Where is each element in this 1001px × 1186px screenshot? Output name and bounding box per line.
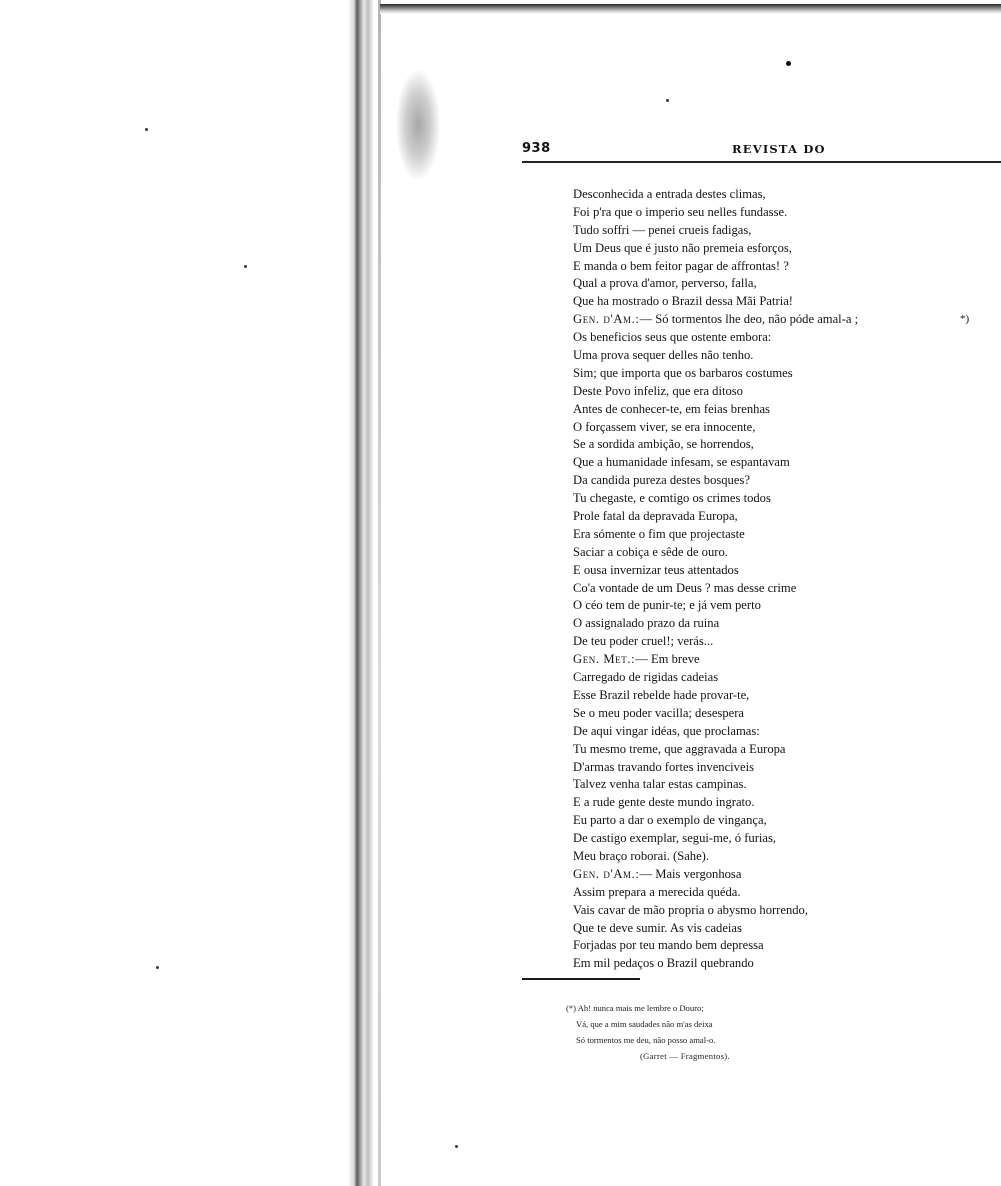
verse-line [573,902,993,920]
verse-line [573,186,993,204]
verse-line [573,937,993,955]
verse-text: E a rude gente deste mundo ingrato. [573,795,755,810]
verse-line [573,275,993,293]
verse-text: Saciar a cobiça e sêde de ouro. [573,544,728,559]
verse-line [573,955,993,973]
footnote-source: (Garret — Fragmentos). [640,1051,730,1061]
verse-text: Os beneficios seus que ostente embora: [573,330,772,345]
ink-speck [156,966,159,969]
verse-line [573,401,993,419]
verse-text: — Mais vergonhosa [639,866,742,881]
footnote-rule [522,978,640,980]
footnote-line: Só tormentos me deu, não posso amal-o. [576,1035,716,1045]
ink-speck [786,61,791,66]
verse-text: Tu chegaste, e comtigo os crimes todos [573,491,771,506]
verse-line [573,222,993,240]
verse-line [573,633,993,651]
page-edge-shadow [378,0,381,1186]
ink-speck [455,1145,458,1148]
verse-text: Tudo soffri — penei crueis fadigas, [573,222,752,237]
verse-line [573,454,993,472]
verse-text: O assignalado prazo da ruina [573,616,720,631]
verse-line [573,794,993,812]
page-number: 938 [522,141,551,156]
verse-text: E ousa invernizar teus attentados [573,562,739,577]
book-spine-shadow [348,0,374,1186]
verse-line [573,329,993,347]
verse-text: Desconhecida a entrada destes climas, [573,187,766,201]
verse-line [573,293,993,311]
verse-line [573,705,993,723]
verse-line [573,669,993,687]
footnote-line: Vá, que a mim saudades não m'as deixa [576,1019,713,1029]
verse-line [573,544,993,562]
verse-line [573,365,993,383]
scan-smudge [396,70,440,180]
header-rule [522,161,1001,163]
verse-text: Que te deve sumir. As vis cadeias [573,920,742,935]
verse-text: Sim; que importa que os barbaros costumes [573,365,793,380]
verse-line [573,597,993,615]
verse-line [573,436,993,454]
dialogue-line [573,311,993,329]
verse-text: Eu parto a dar o exemplo de vingança, [573,813,767,828]
verse-text: Da candida pureza destes bosques? [573,473,750,488]
verse-line [573,776,993,794]
verse-text: — Em breve [635,652,700,667]
verse-line [573,472,993,490]
speaker-name: Gen. d'Am.: [573,312,640,327]
verse-text: Tu mesmo treme, que aggravada a Europa [573,741,786,756]
verse-text: Deste Povo infeliz, que era ditoso [573,383,743,398]
ink-speck [244,265,247,268]
verse-text: Em mil pedaços o Brazil quebrando [573,956,754,971]
verse-text: De aqui vingar idéas, que proclamas: [573,723,760,738]
speaker-name: Gen. Met.: [573,652,636,667]
verse-body [573,186,993,973]
verse-line [573,615,993,633]
verse-line [573,383,993,401]
verse-line [573,204,993,222]
verse-line [573,258,993,276]
verse-line [573,508,993,526]
ink-speck [145,128,148,131]
verse-text: Vais cavar de mão propria o abysmo horrendo, [573,902,809,917]
verse-text: — Só tormentos lhe deo, não póde amal-a ; [639,312,859,327]
verse-line [573,580,993,598]
verse-text: Uma prova sequer delles não tenho. [573,348,754,363]
verse-text: Talvez venha talar estas campinas. [573,777,747,792]
footnote [566,1000,866,1064]
verse-line [573,562,993,580]
verse-text: Co'a vontade de um Deus ? mas desse crime [573,580,797,595]
verse-line [573,741,993,759]
verse-line [573,812,993,830]
top-page-edge [380,4,1001,14]
verse-line [573,884,993,902]
running-header [522,141,1001,165]
verse-line [573,848,993,866]
footnote-marker: *) [960,313,970,326]
verse-text: D'armas travando fortes invenciveis [573,759,754,774]
verse-text: Qual a prova d'amor, perverso, falla, [573,276,757,291]
verse-text: Meu braço roborai. (Sahe). [573,848,710,863]
verse-text: Se o meu poder vacilla; desespera [573,705,744,720]
verse-line [573,723,993,741]
verse-text: E manda o bem feitor pagar de affrontas! ? [573,258,789,273]
footnote-line: (*) Ah! nunca mais me lembre o Douro; [566,1003,704,1013]
verse-line [573,920,993,938]
verse-line [573,687,993,705]
dialogue-line [573,651,993,669]
verse-text: Forjadas por teu mando bem depressa [573,938,764,953]
verse-text: Assim prepara a merecida quéda. [573,884,741,899]
verse-text: Foi p'ra que o imperio seu nelles fundasse. [573,204,788,219]
verse-line [573,419,993,437]
ink-speck [666,99,669,102]
verse-text: Esse Brazil rebelde hade provar-te, [573,687,750,702]
dialogue-line [573,866,993,884]
verse-text: Prole fatal da depravada Europa, [573,509,738,524]
verse-text: Que ha mostrado o Brazil dessa Mãi Patria! [573,294,793,309]
verse-text: O forçassem viver, se era innocente, [573,419,756,434]
verse-line [573,759,993,777]
verse-line [573,526,993,544]
verse-text: De castigo exemplar, segui-me, ó furias, [573,831,777,846]
verse-text: Se a sordida ambição, se horrendos, [573,437,754,452]
speaker-name: Gen. d'Am.: [573,866,640,881]
verse-text: Que a humanidade infesam, se espantavam [573,455,790,470]
verse-text: Um Deus que é justo não premeia esforços, [573,240,792,255]
verse-line [573,830,993,848]
running-title: REVISTA DO [732,142,826,156]
verse-line [573,490,993,508]
verse-text: Carregado de rigidas cadeias [573,670,719,685]
verse-text: Era sómente o fim que projectaste [573,526,745,541]
verse-text: O céo tem de punir-te; e já vem perto [573,598,761,613]
verse-line [573,240,993,258]
verse-text: Antes de conhecer-te, em feias brenhas [573,401,770,416]
verse-line [573,347,993,365]
verse-text: De teu poder cruel!; verás... [573,634,714,649]
